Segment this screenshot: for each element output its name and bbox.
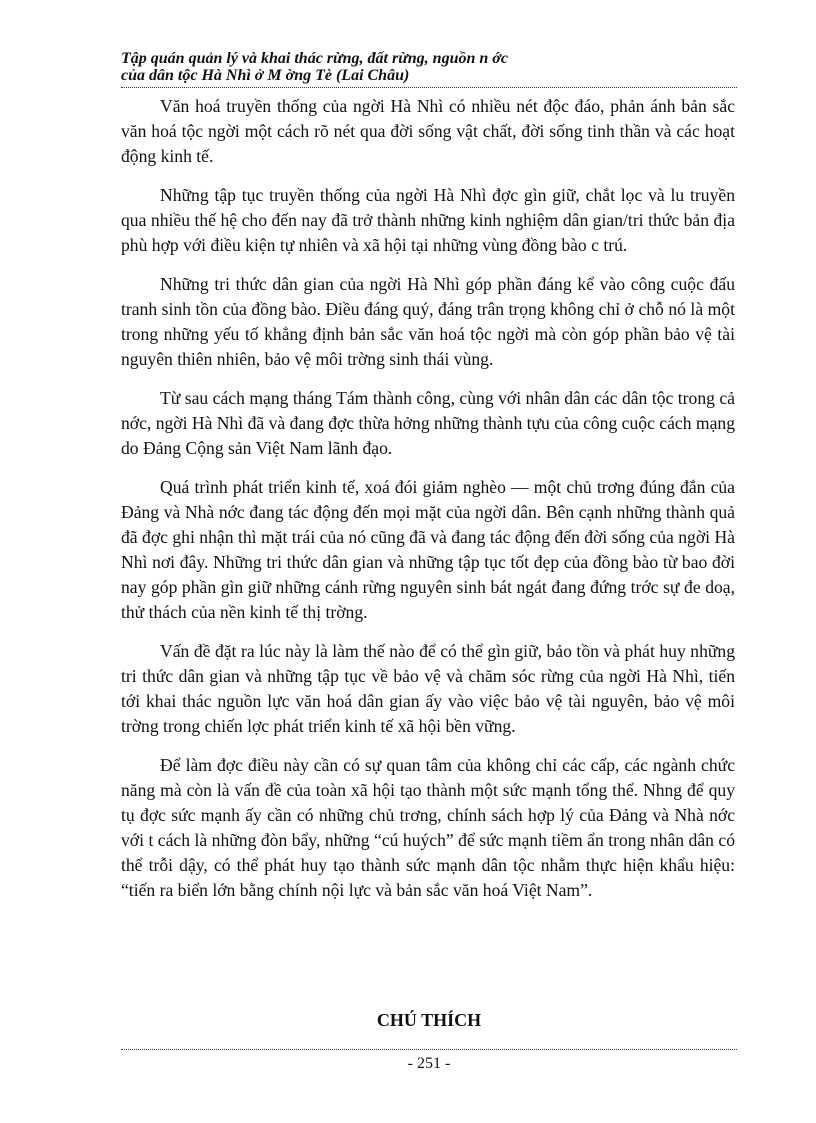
page-number: - 251 - (407, 1055, 451, 1072)
header-divider (121, 87, 737, 88)
paragraph-3: Những tri thức dân gian của ngời Hà Nhì góp phần đáng kể vào công cuộc đấu tranh sinh tồn của đồng bào. Điều đáng quý, đáng trân trọng không chỉ ở chỗ nó là một trong những yếu tố khẳng định bản sắc văn hoá tộc ngời mà còn góp phần bảo vệ tài nguyên thiên nhiên, bảo vệ môi trờng sinh thái vùng. (121, 274, 735, 369)
running-header-line-2: của dân tộc Hà Nhì ở M ờng Tè (Lai Châu) (121, 67, 410, 84)
paragraph-7: Để làm đợc điều này cần có sự quan tâm của không chỉ các cấp, các ngành chức năng mà còn là vấn đề của toàn xã hội tạo thành một sức mạnh tổng thể. Nhng để quy tụ đợc sức mạnh ấy cần có những chủ trơng, chính sách hợp lý của Đảng và Nhà nớc với t cách là những đòn bẩy, những “cú huých” để sức mạnh tiềm ẩn trong nhân dân có thể trỗi dậy, có thể phát huy tạo thành sức mạnh dân tộc nhằm thực hiện khẩu hiệu: “tiến ra biển lớn bằng chính nội lực và bản sắc văn hoá Việt Nam”. (121, 755, 735, 900)
paragraph-6: Vấn đề đặt ra lúc này là làm thế nào để có thể gìn giữ, bảo tồn và phát huy những tri thức dân gian và những tập tục về bảo vệ và chăm sóc rừng của ngời Hà Nhì, tiến tới khai thác nguồn lực văn hoá dân gian ấy vào việc bảo vệ tài nguyên, bảo vệ môi trờng trong chiến lợc phát triển kinh tế xã hội bền vững. (121, 641, 735, 736)
paragraph-2: Những tập tục truyền thống của ngời Hà Nhì đợc gìn giữ, chắt lọc và lu truyền qua nhiều thế hệ cho đến nay đã trở thành những kinh nghiệm dân gian/tri thức bản địa phù hợp với điều kiện tự nhiên và xã hội tại những vùng đồng bào c trú. (121, 185, 735, 255)
paragraph-4: Từ sau cách mạng tháng Tám thành công, cùng với nhân dân các dân tộc trong cả nớc, ngời Hà Nhì đã và đang đợc thừa hởng những thành tựu của công cuộc cách mạng do Đảng Cộng sản Việt Nam lãnh đạo. (121, 388, 735, 458)
section-title: CHÚ THÍCH (376, 1010, 482, 1030)
footer-divider (121, 1049, 737, 1050)
body-text (121, 94, 735, 917)
paragraph-5: Quá trình phát triển kinh tế, xoá đói giảm nghèo — một chủ trơng đúng đắn của Đảng và Nhà nớc đang tác động đến mọi mặt của ngời dân. Bên cạnh những thành quả đã đợc ghi nhận thì mặt trái của nó cũng đã và đang tác động đến đời sống của ngời Hà Nhì nơi đây. Những tri thức dân gian và những tập tục tốt đẹp của đồng bào từ bao đời nay góp phần gìn giữ những cánh rừng nguyên sinh bát ngát đang đứng trớc sự đe doạ, thử thách của nền kinh tế thị trờng. (121, 477, 735, 622)
running-header-line-1: Tập quán quản lý và khai thác rừng, đất rừng, nguồn n ớc (121, 50, 508, 67)
paragraph-1: Văn hoá truyền thống của ngời Hà Nhì có nhiều nét độc đáo, phản ánh bản sắc văn hoá tộc ngời một cách rõ nét qua đời sống vật chất, đời sống tinh thần và các hoạt động kinh tế. (121, 96, 735, 166)
running-header (121, 50, 737, 84)
